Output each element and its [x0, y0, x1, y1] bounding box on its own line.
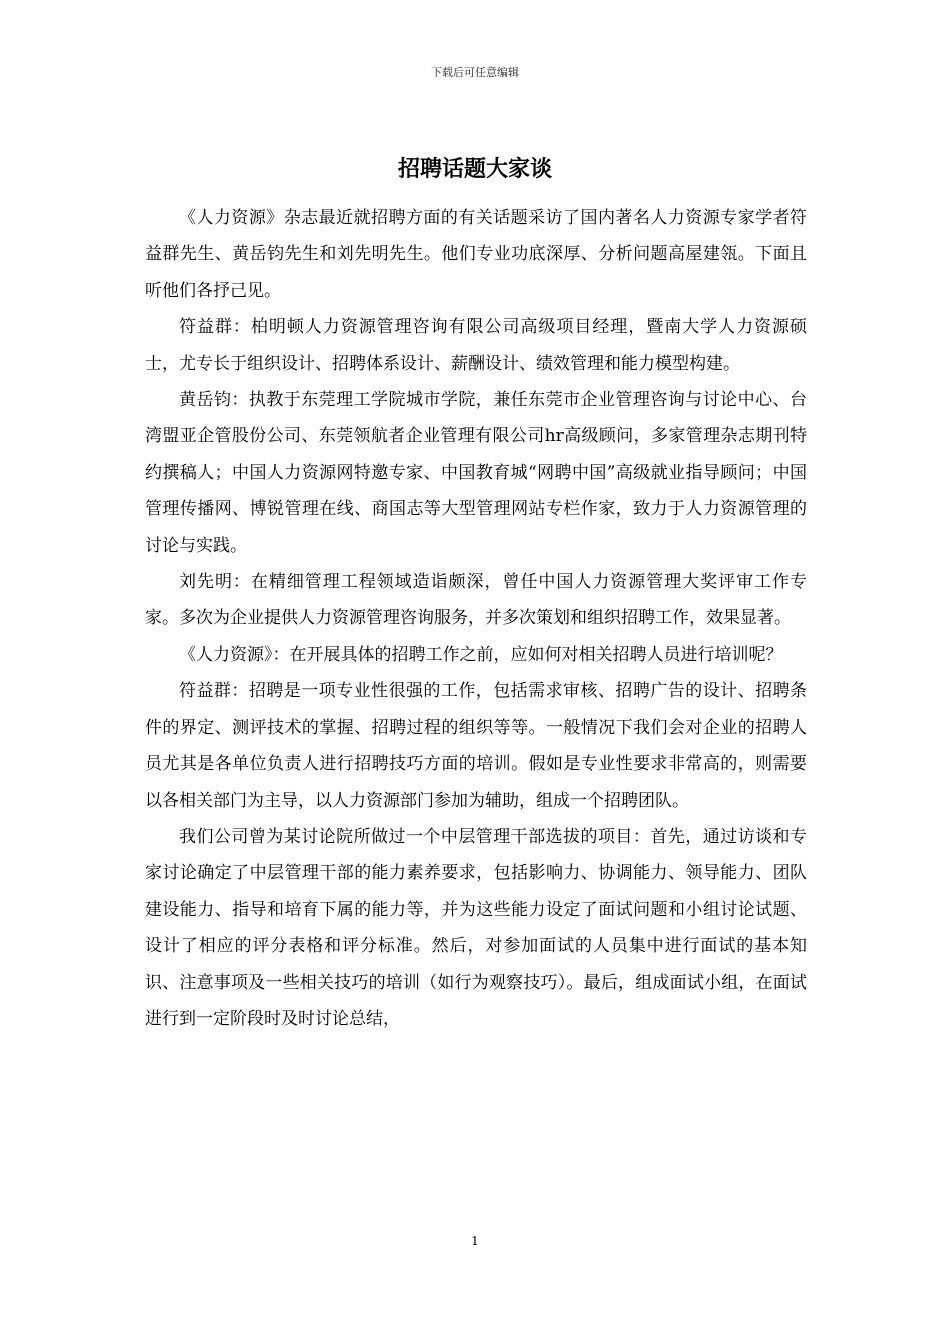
paragraph-question: 《人力资源》：在开展具体的招聘工作之前，应如何对相关招聘人员进行培训呢？ [179, 644, 783, 665]
paragraph-fu-yiqun-answer: 符益群：招聘是一项专业性很强的工作，包括需求审核、招聘广告的设计、招聘条件的界定、测评技术的掌握、招聘过程的组织等等。一般情况下我们会对企业的招聘人员尤其是各单位负责人进行招聘技巧方面的培训。假如是专业性要求非常高的，则需要以各相关部门为主导，以人力资源部门参加为辅助，组成一个招聘团队。 [145, 681, 807, 811]
page-number: 1 [471, 1234, 479, 1248]
paragraph-case-study: 我们公司曾为某讨论院所做过一个中层管理干部选拔的项目：首先，通过访谈和专家讨论确定了中层管理干部的能力素养要求，包括影响力、协调能力、领导能力、团队建设能力、指导和培育下属的能力等，并为这些能力设定了面试问题和小组讨论试题、设计了相应的评分表格和评分标准。然后，对参加面试的人员集中进行面试的基本知识、注意事项及一些相关技巧的培训（如行为观察技巧）。最后，组成面试小组，在面试进行到一定阶段时及时讨论总结， [145, 826, 807, 1029]
paragraph-liu-xianming-bio: 刘先明：在精细管理工程领域造诣颇深，曾任中国人力资源管理大奖评审工作专家。多次为企业提供人力资源管理咨询服务，并多次策划和组织招聘工作，效果显著。 [145, 572, 807, 629]
paragraph-huang-yuejun-bio: 黄岳钧：执教于东莞理工学院城市学院，兼任东莞市企业管理咨询与讨论中心、台湾盟亚企管股份公司、东莞领航者企业管理有限公司hr高级顾问，多家管理杂志期刊特约撰稿人；中国人力资源网特邀专家、中国教育城“网聘中国”高级就业指导顾问；中国管理传播网、博锐管理在线、商国志等大型管理网站专栏作家，致力于人力资源管理的讨论与实践。 [145, 390, 807, 556]
document-body [145, 200, 807, 1037]
paragraph-intro: 《人力资源》杂志最近就招聘方面的有关话题采访了国内著名人力资源专家学者符益群先生、黄岳钧先生和刘先明先生。他们专业功底深厚、分析问题高屋建瓴。下面且听他们各抒己见。 [145, 208, 807, 301]
document-title: 招聘话题大家谈 [397, 157, 552, 182]
page-header: 下载后可任意编辑 [431, 66, 519, 79]
paragraph-fu-yiqun-bio: 符益群：柏明顿人力资源管理咨询有限公司高级项目经理，暨南大学人力资源硕士，尤专长于组织设计、招聘体系设计、薪酬设计、绩效管理和能力模型构建。 [145, 317, 807, 374]
